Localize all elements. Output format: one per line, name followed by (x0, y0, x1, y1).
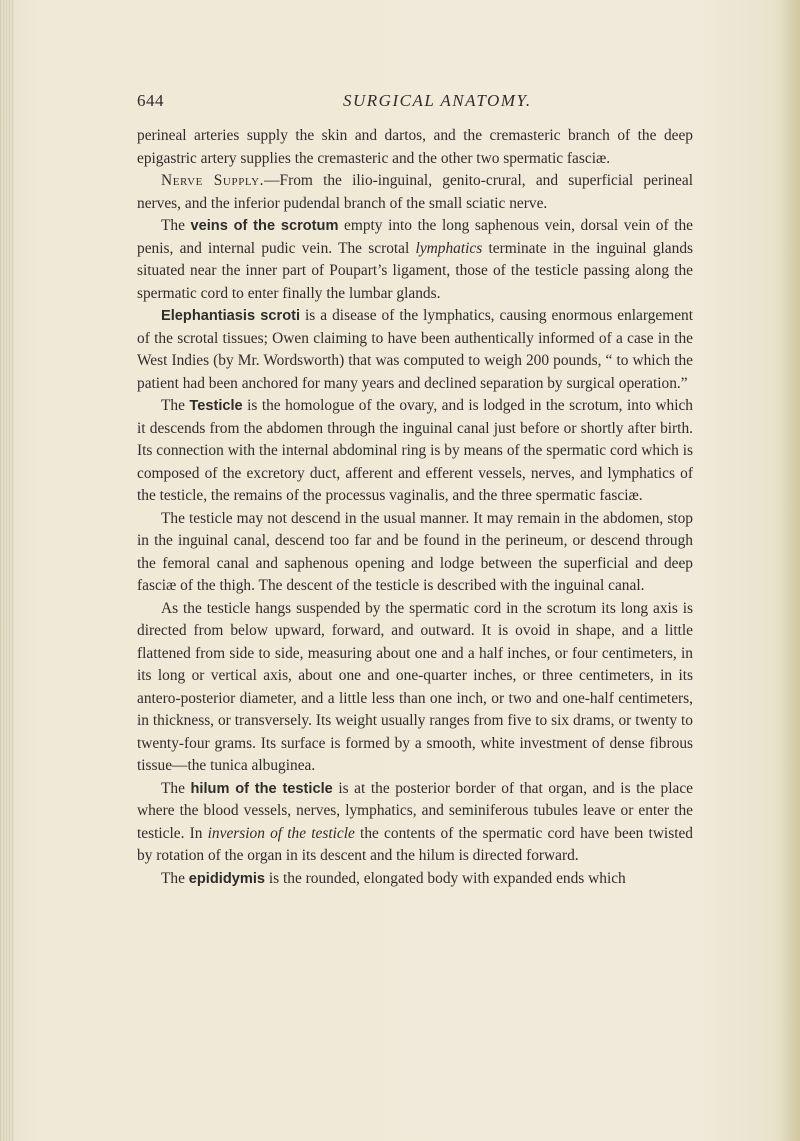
body-text (137, 125, 693, 890)
text-run: empty into the long saphenous vein, dorsal vein of the penis, and internal pudic vein. The scrotal (137, 217, 693, 257)
text-bold: Elephantiasis scroti (161, 308, 301, 324)
text-bold: Testicle (189, 398, 243, 414)
text-sc: Nerve Supply. (161, 172, 265, 189)
paragraph (137, 395, 693, 508)
paragraph (137, 305, 693, 395)
text-bold: hilum of the testicle (190, 780, 333, 797)
running-head: SURGICAL ANATOMY. (343, 91, 532, 110)
text-run: perineal arteries supply the skin and dartos, and the cremasteric branch of the deep epigastric artery supplies the cremasteric and the other two spermatic fasciæ. (137, 127, 693, 167)
paragraph (137, 868, 693, 891)
text-run: is the rounded, elongated body with expanded ends which (265, 869, 626, 887)
text-it: inversion of the testicle (207, 824, 355, 842)
text-bold: epididymis (188, 870, 266, 887)
text-it: lymphatics (415, 239, 483, 257)
paragraph (137, 170, 693, 215)
text-bold: veins of the scrotum (190, 218, 339, 234)
text-run: is the homologue of the ovary, and is lodged in the scrotum, into which it descends from the abdomen through the inguinal canal just before or shortly after birth. Its connection with the internal abdominal ring is by means of the spermatic cord which is composed of the excretory duct, afferent and efferent vessels, nerves, and lymphatics of the testicle, the remains of the processus vaginalis, and the three spermatic fasciæ. (137, 397, 693, 504)
text-run: The (161, 397, 190, 414)
text-run: —From the ilio-inguinal, genito-crural, and superficial perineal nerves, and the inferior pudendal branch of the small sciatic nerve. (137, 172, 693, 212)
text-run: terminate in the inguinal glands situated near the inner part of Poupart’s ligament, those of the testicle passing along the spermatic cord to enter finally the lumbar glands. (137, 239, 694, 302)
page-number: 644 (137, 91, 164, 110)
text-run: is at the posterior border of that organ, and is the place where the blood vessels, nerves, lymphatics, and seminiferous tubules leave or enter the testicle. In (137, 779, 693, 842)
page-edge-discoloration (774, 0, 800, 1141)
page-binding-edge (0, 0, 14, 1141)
text-run: The (161, 779, 191, 797)
paragraph (137, 215, 693, 305)
paragraph (137, 125, 693, 170)
text-run: is a disease of the lymphatics, causing enormous enlargement of the scrotal tissues; Owen claiming to have been authentically informed of a case in the West Indies (by Mr. Wordsworth) that was computed to weigh 200 pounds, “ to which the patient had been anchored for many years and declined separation by surgical operation.” (137, 307, 693, 392)
text-run: The testicle may not descend in the usual manner. It may remain in the abdomen, stop in the inguinal canal, descend too far and be found in the perineum, or descend through the femoral canal and saphenous opening and lodge between the superficial and deep fasciæ of the thigh. The descent of the testicle is described with the inguinal canal. (137, 509, 693, 594)
text-run: the contents of the spermatic cord have been twisted by rotation of the organ in its descent and the hilum is directed forward. (137, 824, 694, 864)
text-run: As the testicle hangs suspended by the spermatic cord in the scrotum its long axis is directed from below upward, forward, and outward. It is ovoid in shape, and a little flattened from side to side, measuring about one and a half inches, or four centimeters, in its long or vertical axis, about one and one-quarter inches, or three centimeters, in its antero-posterior diameter, and a little less than one inch, or two and one-half centimeters, in thickness, or transversely. Its weight usually ranges from five to six drams, or twenty to twenty-four grams. Its surface is formed by a smooth, white investment of dense fibrous tissue—the tunica albuginea. (137, 599, 693, 774)
text-run: The (161, 869, 189, 887)
text-run: The (161, 217, 191, 234)
page-header (137, 91, 693, 115)
paragraph (137, 778, 693, 868)
paragraph (137, 598, 693, 778)
paragraph (137, 508, 693, 598)
